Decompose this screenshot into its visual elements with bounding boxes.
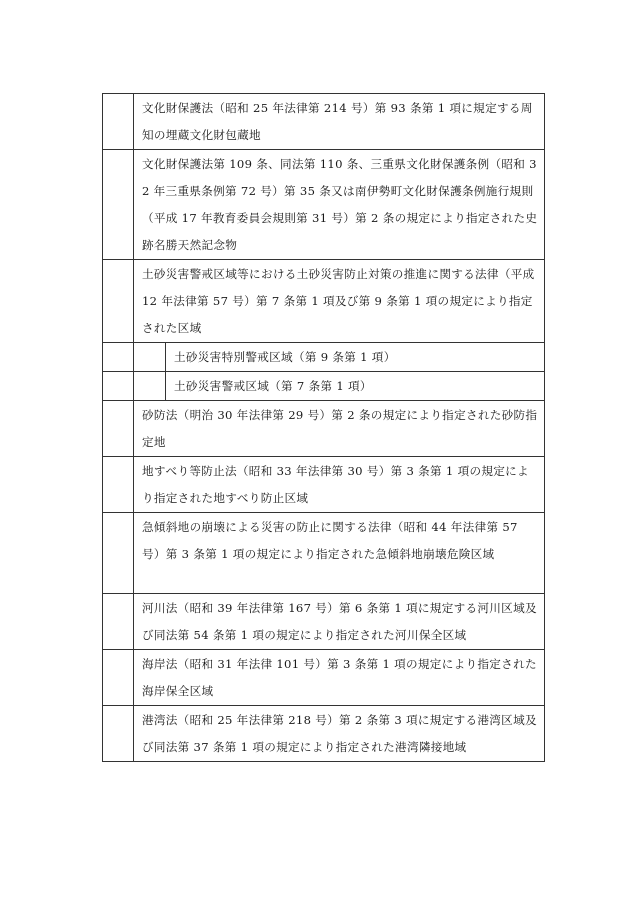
regulation-text: 海岸法（昭和 31 年法律 101 号）第 3 条第 1 項の規定により指定された海岸保全区域 bbox=[142, 657, 537, 698]
row-marker-cell bbox=[103, 457, 134, 513]
table-row bbox=[103, 594, 545, 650]
table-row bbox=[103, 706, 545, 762]
regulation-text: 地すべり等防止法（昭和 33 年法律第 30 号）第 3 条第 1 項の規定により指定された地すべり防止区域 bbox=[142, 464, 529, 505]
sub-indent-cell bbox=[134, 343, 166, 372]
table-row bbox=[103, 650, 545, 706]
row-marker-cell bbox=[103, 650, 134, 706]
table-row bbox=[103, 150, 545, 260]
regulation-cell bbox=[134, 706, 545, 762]
regulation-text: 土砂災害警戒区域等における土砂災害防止対策の推進に関する法律（平成 12 年法律第 57 号）第 7 条第 1 項及び第 9 条第 1 項の規定により指定された区域 bbox=[142, 267, 535, 335]
regulation-cell bbox=[134, 513, 545, 594]
regulation-text: 港湾法（昭和 25 年法律第 218 号）第 2 条第 3 項に規定する港湾区域及び同法第 37 条第 1 項の規定により指定された港湾隣接地域 bbox=[142, 713, 537, 754]
regulation-cell bbox=[134, 401, 545, 457]
table-row bbox=[103, 513, 545, 594]
row-marker-cell bbox=[103, 260, 134, 343]
regulation-cell bbox=[134, 94, 545, 150]
regulation-text: 急傾斜地の崩壊による災害の防止に関する法律（昭和 44 年法律第 57 号）第 3 条第 1 項の規定により指定された急傾斜地崩壊危険区域 bbox=[142, 520, 518, 561]
sub-regulation-cell bbox=[166, 372, 545, 401]
regulation-cell bbox=[134, 150, 545, 260]
regulation-cell bbox=[134, 594, 545, 650]
table-row bbox=[103, 401, 545, 457]
regulation-table bbox=[102, 93, 545, 762]
regulation-cell bbox=[134, 457, 545, 513]
table-row bbox=[103, 372, 545, 401]
regulation-text: 文化財保護法（昭和 25 年法律第 214 号）第 93 条第 1 項に規定する周知の埋蔵文化財包蔵地 bbox=[142, 101, 533, 142]
row-marker-cell bbox=[103, 594, 134, 650]
table-row bbox=[103, 260, 545, 343]
row-marker-cell bbox=[103, 343, 134, 372]
regulation-cell bbox=[134, 260, 545, 343]
sub-indent-cell bbox=[134, 372, 166, 401]
table-row bbox=[103, 343, 545, 372]
row-marker-cell bbox=[103, 372, 134, 401]
sub-regulation-text: 土砂災害特別警戒区域（第 9 条第 1 項） bbox=[174, 350, 396, 364]
sub-regulation-cell bbox=[166, 343, 545, 372]
table-row bbox=[103, 94, 545, 150]
regulation-text: 河川法（昭和 39 年法律第 167 号）第 6 条第 1 項に規定する河川区域及び同法第 54 条第 1 項の規定により指定された河川保全区域 bbox=[142, 601, 537, 642]
row-marker-cell bbox=[103, 513, 134, 594]
regulation-text: 文化財保護法第 109 条、同法第 110 条、三重県文化財保護条例（昭和 32 年三重県条例第 72 号）第 35 条又は南伊勢町文化財保護条例施行規則（平成 17 年教育委員会規則第 31 号）第 2 条の規定により指定された史跡名勝天然記念物 bbox=[142, 157, 538, 252]
table-row bbox=[103, 457, 545, 513]
row-marker-cell bbox=[103, 401, 134, 457]
sub-regulation-text: 土砂災害警戒区域（第 7 条第 1 項） bbox=[174, 379, 372, 393]
regulation-text: 砂防法（明治 30 年法律第 29 号）第 2 条の規定により指定された砂防指定地 bbox=[142, 408, 538, 449]
row-marker-cell bbox=[103, 706, 134, 762]
row-marker-cell bbox=[103, 94, 134, 150]
row-marker-cell bbox=[103, 150, 134, 260]
regulation-cell bbox=[134, 650, 545, 706]
